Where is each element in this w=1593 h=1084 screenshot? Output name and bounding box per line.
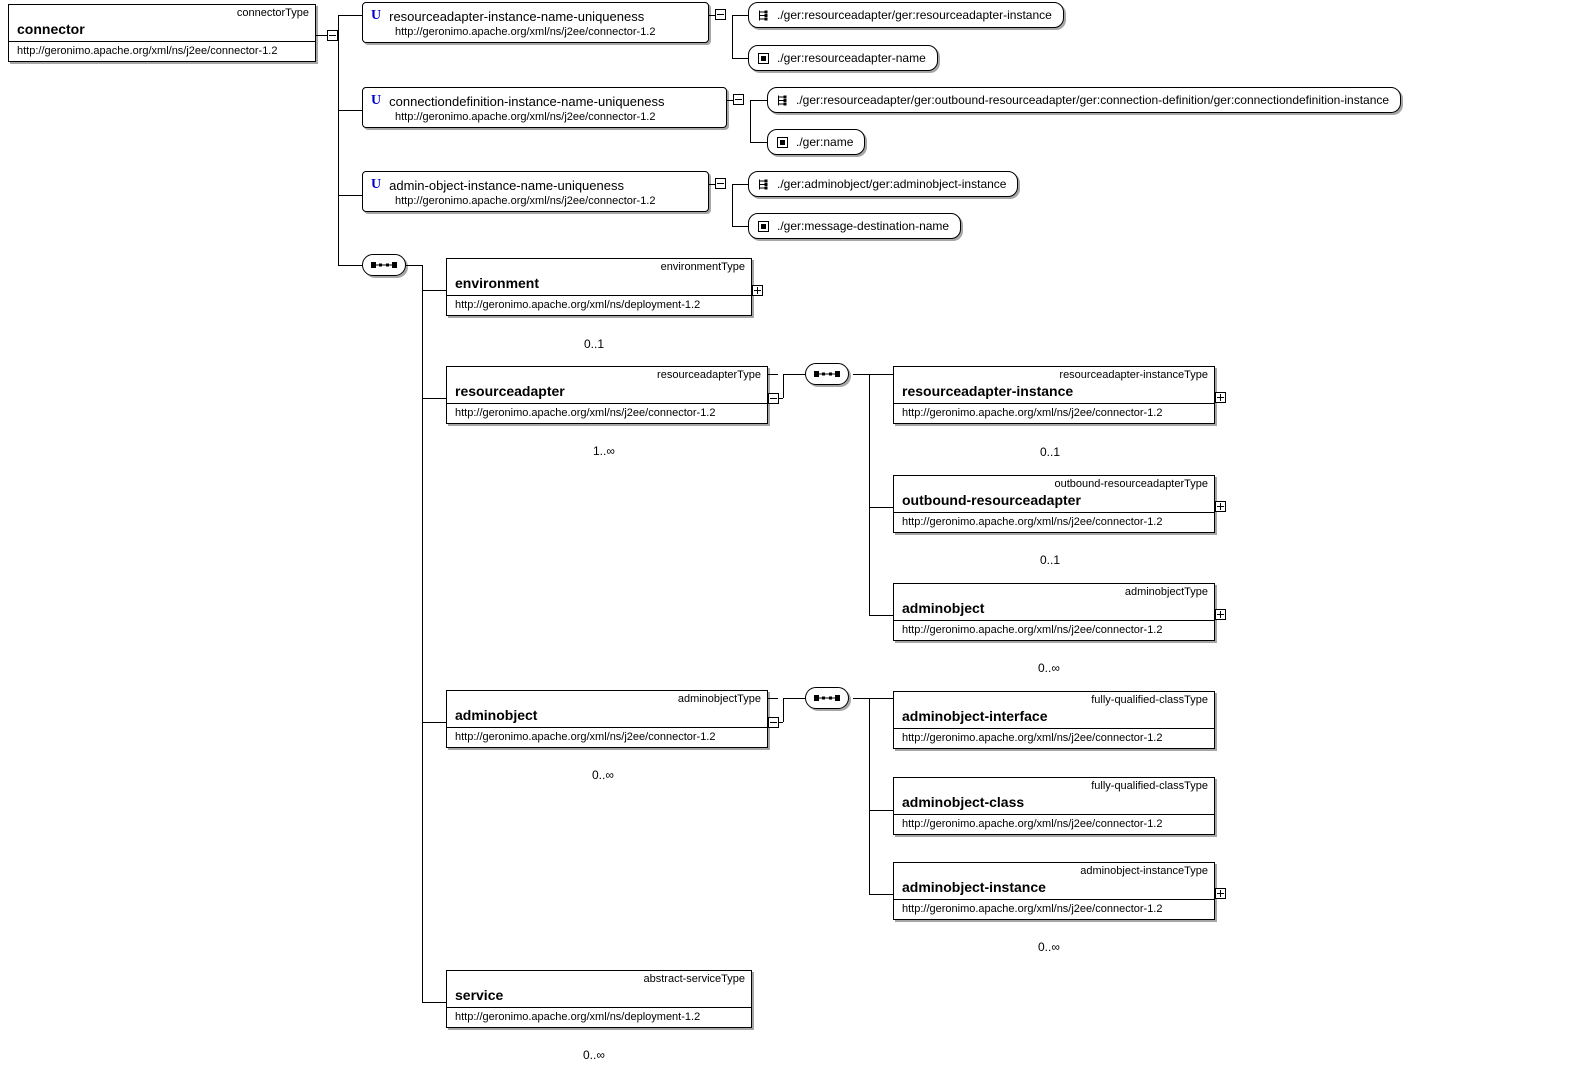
connector-line <box>853 374 869 375</box>
node-type-label: connectorType <box>236 7 309 19</box>
connector-line <box>869 894 893 895</box>
node-namespace: http://geronimo.apache.org/xml/ns/j2ee/connector-1.2 <box>894 814 1214 834</box>
field-message-destination-name[interactable] <box>748 213 961 239</box>
node-name: connector <box>17 21 85 37</box>
node-name: adminobject <box>455 707 538 723</box>
connector-line <box>768 374 778 375</box>
connector-line <box>750 142 767 143</box>
connector-line <box>338 265 362 266</box>
node-namespace: http://geronimo.apache.org/xml/ns/deployment-1.2 <box>447 1007 751 1027</box>
expand-toggle-adminobject-instance[interactable] <box>1215 888 1226 899</box>
cardinality-adminobject-instance: 0..∞ <box>1038 940 1060 954</box>
collapse-toggle-unique-3[interactable] <box>715 178 726 189</box>
collapse-toggle-unique-1[interactable] <box>715 9 726 20</box>
node-resourceadapter-instance[interactable] <box>893 366 1215 424</box>
selector-xpath: ./ger:adminobject/ger:adminobject-instance <box>777 177 1007 191</box>
expand-toggle-environment[interactable] <box>752 285 763 296</box>
cardinality-service: 0..∞ <box>583 1048 605 1062</box>
connector-line <box>338 110 362 111</box>
cardinality-outbound-resourceadapter: 0..1 <box>1040 553 1061 567</box>
node-type-label: adminobjectType <box>677 693 761 705</box>
collapse-toggle-resourceadapter[interactable] <box>768 393 779 404</box>
sequence-icon <box>369 260 399 270</box>
selector-icon <box>776 94 789 107</box>
connector-line <box>869 374 870 615</box>
field-icon <box>776 136 789 149</box>
expand-toggle-resourceadapter-instance[interactable] <box>1215 392 1226 403</box>
unique-constraint-admin-object-instance-name-uniqueness[interactable] <box>362 171 709 212</box>
connector-line <box>732 184 748 185</box>
unique-badge-icon: U <box>371 8 382 23</box>
connector-line <box>869 698 893 699</box>
node-name: adminobject-class <box>902 794 1025 810</box>
field-icon <box>757 220 770 233</box>
node-type-label: resourceadapter-instanceType <box>1059 369 1208 381</box>
node-type-label: outbound-resourceadapterType <box>1054 478 1208 490</box>
unique-constraint-namespace: http://geronimo.apache.org/xml/ns/j2ee/connector-1.2 <box>395 111 656 123</box>
field-name[interactable] <box>767 129 865 155</box>
node-adminobject[interactable] <box>446 690 768 748</box>
connector-line <box>783 698 784 722</box>
unique-badge-icon: U <box>371 93 382 108</box>
connector-line <box>783 374 805 375</box>
connector-line <box>338 15 339 265</box>
field-xpath: ./ger:name <box>796 135 854 149</box>
node-type-label: adminobject-instanceType <box>1080 865 1208 877</box>
expand-toggle-outbound-resourceadapter[interactable] <box>1215 501 1226 512</box>
node-adminobject-interface[interactable] <box>893 691 1215 749</box>
connector-line <box>869 374 893 375</box>
node-type-label: resourceadapterType <box>657 369 761 381</box>
connector-line <box>422 265 423 1002</box>
cardinality-resourceadapter-adminobject: 0..∞ <box>1038 661 1060 675</box>
connector-line <box>853 698 869 699</box>
node-namespace: http://geronimo.apache.org/xml/ns/j2ee/connector-1.2 <box>894 403 1214 423</box>
connector-line <box>750 100 767 101</box>
connector-line <box>768 698 778 699</box>
cardinality-resourceadapter: 1..∞ <box>593 444 615 458</box>
node-name: adminobject-instance <box>902 879 1046 895</box>
connector-line <box>732 15 733 58</box>
node-namespace: http://geronimo.apache.org/xml/ns/j2ee/connector-1.2 <box>447 403 767 423</box>
connector-line <box>422 398 446 399</box>
node-name: resourceadapter <box>455 383 565 399</box>
selector-connectiondefinition-instance[interactable] <box>767 87 1401 113</box>
unique-constraint-connectiondefinition-instance-name-uniqueness[interactable] <box>362 87 727 128</box>
node-type-label: environmentType <box>660 261 745 273</box>
cardinality-environment: 0..1 <box>584 337 605 351</box>
node-environment[interactable] <box>446 258 752 316</box>
node-name: resourceadapter-instance <box>902 383 1074 399</box>
connector-line <box>732 15 748 16</box>
unique-constraint-name: resourceadapter-instance-name-uniqueness <box>389 8 645 24</box>
connector-line <box>422 1002 446 1003</box>
node-name: adminobject <box>902 600 985 616</box>
sequence-connector-root[interactable] <box>362 254 406 276</box>
node-name: outbound-resourceadapter <box>902 492 1081 508</box>
node-resourceadapter-adminobject[interactable] <box>893 583 1215 641</box>
node-namespace: http://geronimo.apache.org/xml/ns/j2ee/connector-1.2 <box>894 728 1214 748</box>
field-resourceadapter-name[interactable] <box>748 45 938 71</box>
collapse-toggle-adminobject[interactable] <box>768 717 779 728</box>
node-name: service <box>455 987 504 1003</box>
node-connector[interactable] <box>8 4 316 62</box>
collapse-toggle-unique-2[interactable] <box>733 94 744 105</box>
node-namespace: http://geronimo.apache.org/xml/ns/deployment-1.2 <box>447 295 751 315</box>
connector-line <box>783 698 805 699</box>
connector-line <box>750 100 751 142</box>
node-service[interactable] <box>446 970 752 1028</box>
node-type-label: adminobjectType <box>1124 586 1208 598</box>
unique-badge-icon: U <box>371 177 382 192</box>
node-adminobject-instance[interactable] <box>893 862 1215 920</box>
connector-line <box>732 184 733 226</box>
field-icon <box>757 52 770 65</box>
unique-constraint-name: connectiondefinition-instance-name-uniqueness <box>389 93 665 109</box>
unique-constraint-resourceadapter-instance-name-uniqueness[interactable] <box>362 2 709 43</box>
node-name: environment <box>455 275 540 291</box>
selector-xpath: ./ger:resourceadapter/ger:resourceadapter-instance <box>777 8 1052 22</box>
node-namespace: http://geronimo.apache.org/xml/ns/j2ee/connector-1.2 <box>894 899 1214 919</box>
connector-line <box>783 374 784 398</box>
unique-constraint-name: admin-object-instance-name-uniqueness <box>389 177 624 193</box>
selector-icon <box>757 178 770 191</box>
field-xpath: ./ger:resourceadapter-name <box>777 51 926 65</box>
node-adminobject-class[interactable] <box>893 777 1215 835</box>
node-name: adminobject-interface <box>902 708 1048 724</box>
unique-constraint-namespace: http://geronimo.apache.org/xml/ns/j2ee/connector-1.2 <box>395 26 656 38</box>
cardinality-resourceadapter-instance: 0..1 <box>1040 445 1061 459</box>
node-type-label: fully-qualified-classType <box>1091 694 1208 706</box>
cardinality-adminobject: 0..∞ <box>592 768 614 782</box>
sequence-icon <box>812 369 842 379</box>
connector-line <box>869 507 893 508</box>
expand-toggle-resourceadapter-adminobject[interactable] <box>1215 609 1226 620</box>
connector-line <box>732 226 748 227</box>
connector-line <box>732 58 748 59</box>
selector-xpath: ./ger:resourceadapter/ger:outbound-resourceadapter/ger:connection-definition/ger:connectiondefinition-instance <box>796 93 1390 107</box>
connector-line <box>869 615 893 616</box>
connector-line <box>406 265 422 266</box>
node-namespace: http://geronimo.apache.org/xml/ns/j2ee/connector-1.2 <box>9 41 315 61</box>
connector-line <box>338 15 362 16</box>
node-type-label: abstract-serviceType <box>643 973 745 985</box>
node-namespace: http://geronimo.apache.org/xml/ns/j2ee/connector-1.2 <box>894 512 1214 532</box>
selector-icon <box>757 9 770 22</box>
node-namespace: http://geronimo.apache.org/xml/ns/j2ee/connector-1.2 <box>447 727 767 747</box>
sequence-connector-resourceadapter[interactable] <box>805 363 849 385</box>
node-resourceadapter[interactable] <box>446 366 768 424</box>
selector-adminobject-instance[interactable] <box>748 171 1018 197</box>
sequence-connector-adminobject[interactable] <box>805 687 849 709</box>
collapse-toggle-connector[interactable] <box>327 30 338 41</box>
unique-constraint-namespace: http://geronimo.apache.org/xml/ns/j2ee/connector-1.2 <box>395 195 656 207</box>
sequence-icon <box>812 693 842 703</box>
connector-line <box>869 810 893 811</box>
selector-resourceadapter-instance[interactable] <box>748 2 1064 28</box>
field-xpath: ./ger:message-destination-name <box>777 219 950 233</box>
connector-line <box>422 722 446 723</box>
connector-line <box>422 290 446 291</box>
node-outbound-resourceadapter[interactable] <box>893 475 1215 533</box>
node-type-label: fully-qualified-classType <box>1091 780 1208 792</box>
node-namespace: http://geronimo.apache.org/xml/ns/j2ee/connector-1.2 <box>894 620 1214 640</box>
connector-line <box>338 195 362 196</box>
connector-line <box>869 698 870 894</box>
